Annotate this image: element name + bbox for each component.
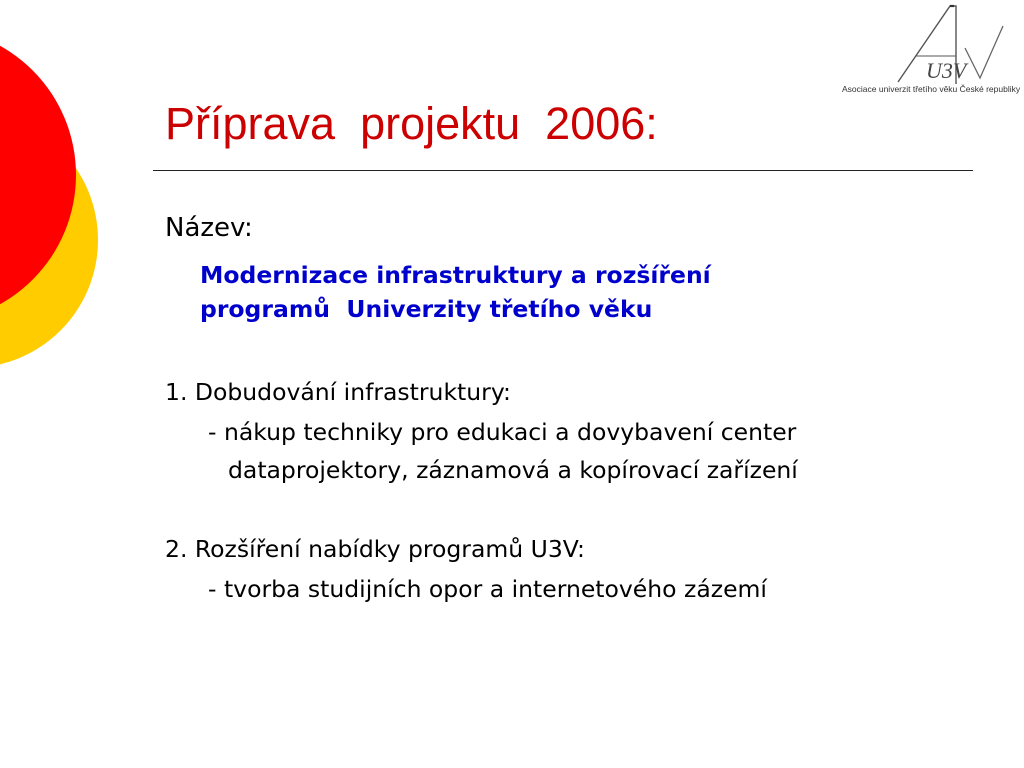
list-item-1-detail-1: - nákup techniky pro edukaci a dovybavení center (208, 418, 797, 446)
project-name-line1: Modernizace infrastruktury a rozšíření (200, 261, 711, 289)
title-divider (153, 170, 973, 171)
list-item-1: 1. Dobudování infrastruktury: (165, 378, 511, 406)
project-name-line2: programů Univerzity třetího věku (200, 295, 653, 323)
name-label: Název: (165, 213, 253, 243)
list-item-1-detail-2: dataprojektory, záznamová a kopírovací zařízení (228, 456, 798, 484)
list-item-2-detail-1: - tvorba studijních opor a internetového zázemí (208, 575, 767, 603)
list-item-2: 2. Rozšíření nabídky programů U3V: (165, 535, 585, 563)
project-name (200, 258, 711, 326)
decorative-circles (0, 0, 120, 420)
slide-title: Příprava projektu 2006: (165, 98, 658, 149)
logo-caption: Asociace univerzit třetího věku České republiky (842, 84, 1021, 94)
logo-mark-text: U3V (926, 58, 967, 83)
